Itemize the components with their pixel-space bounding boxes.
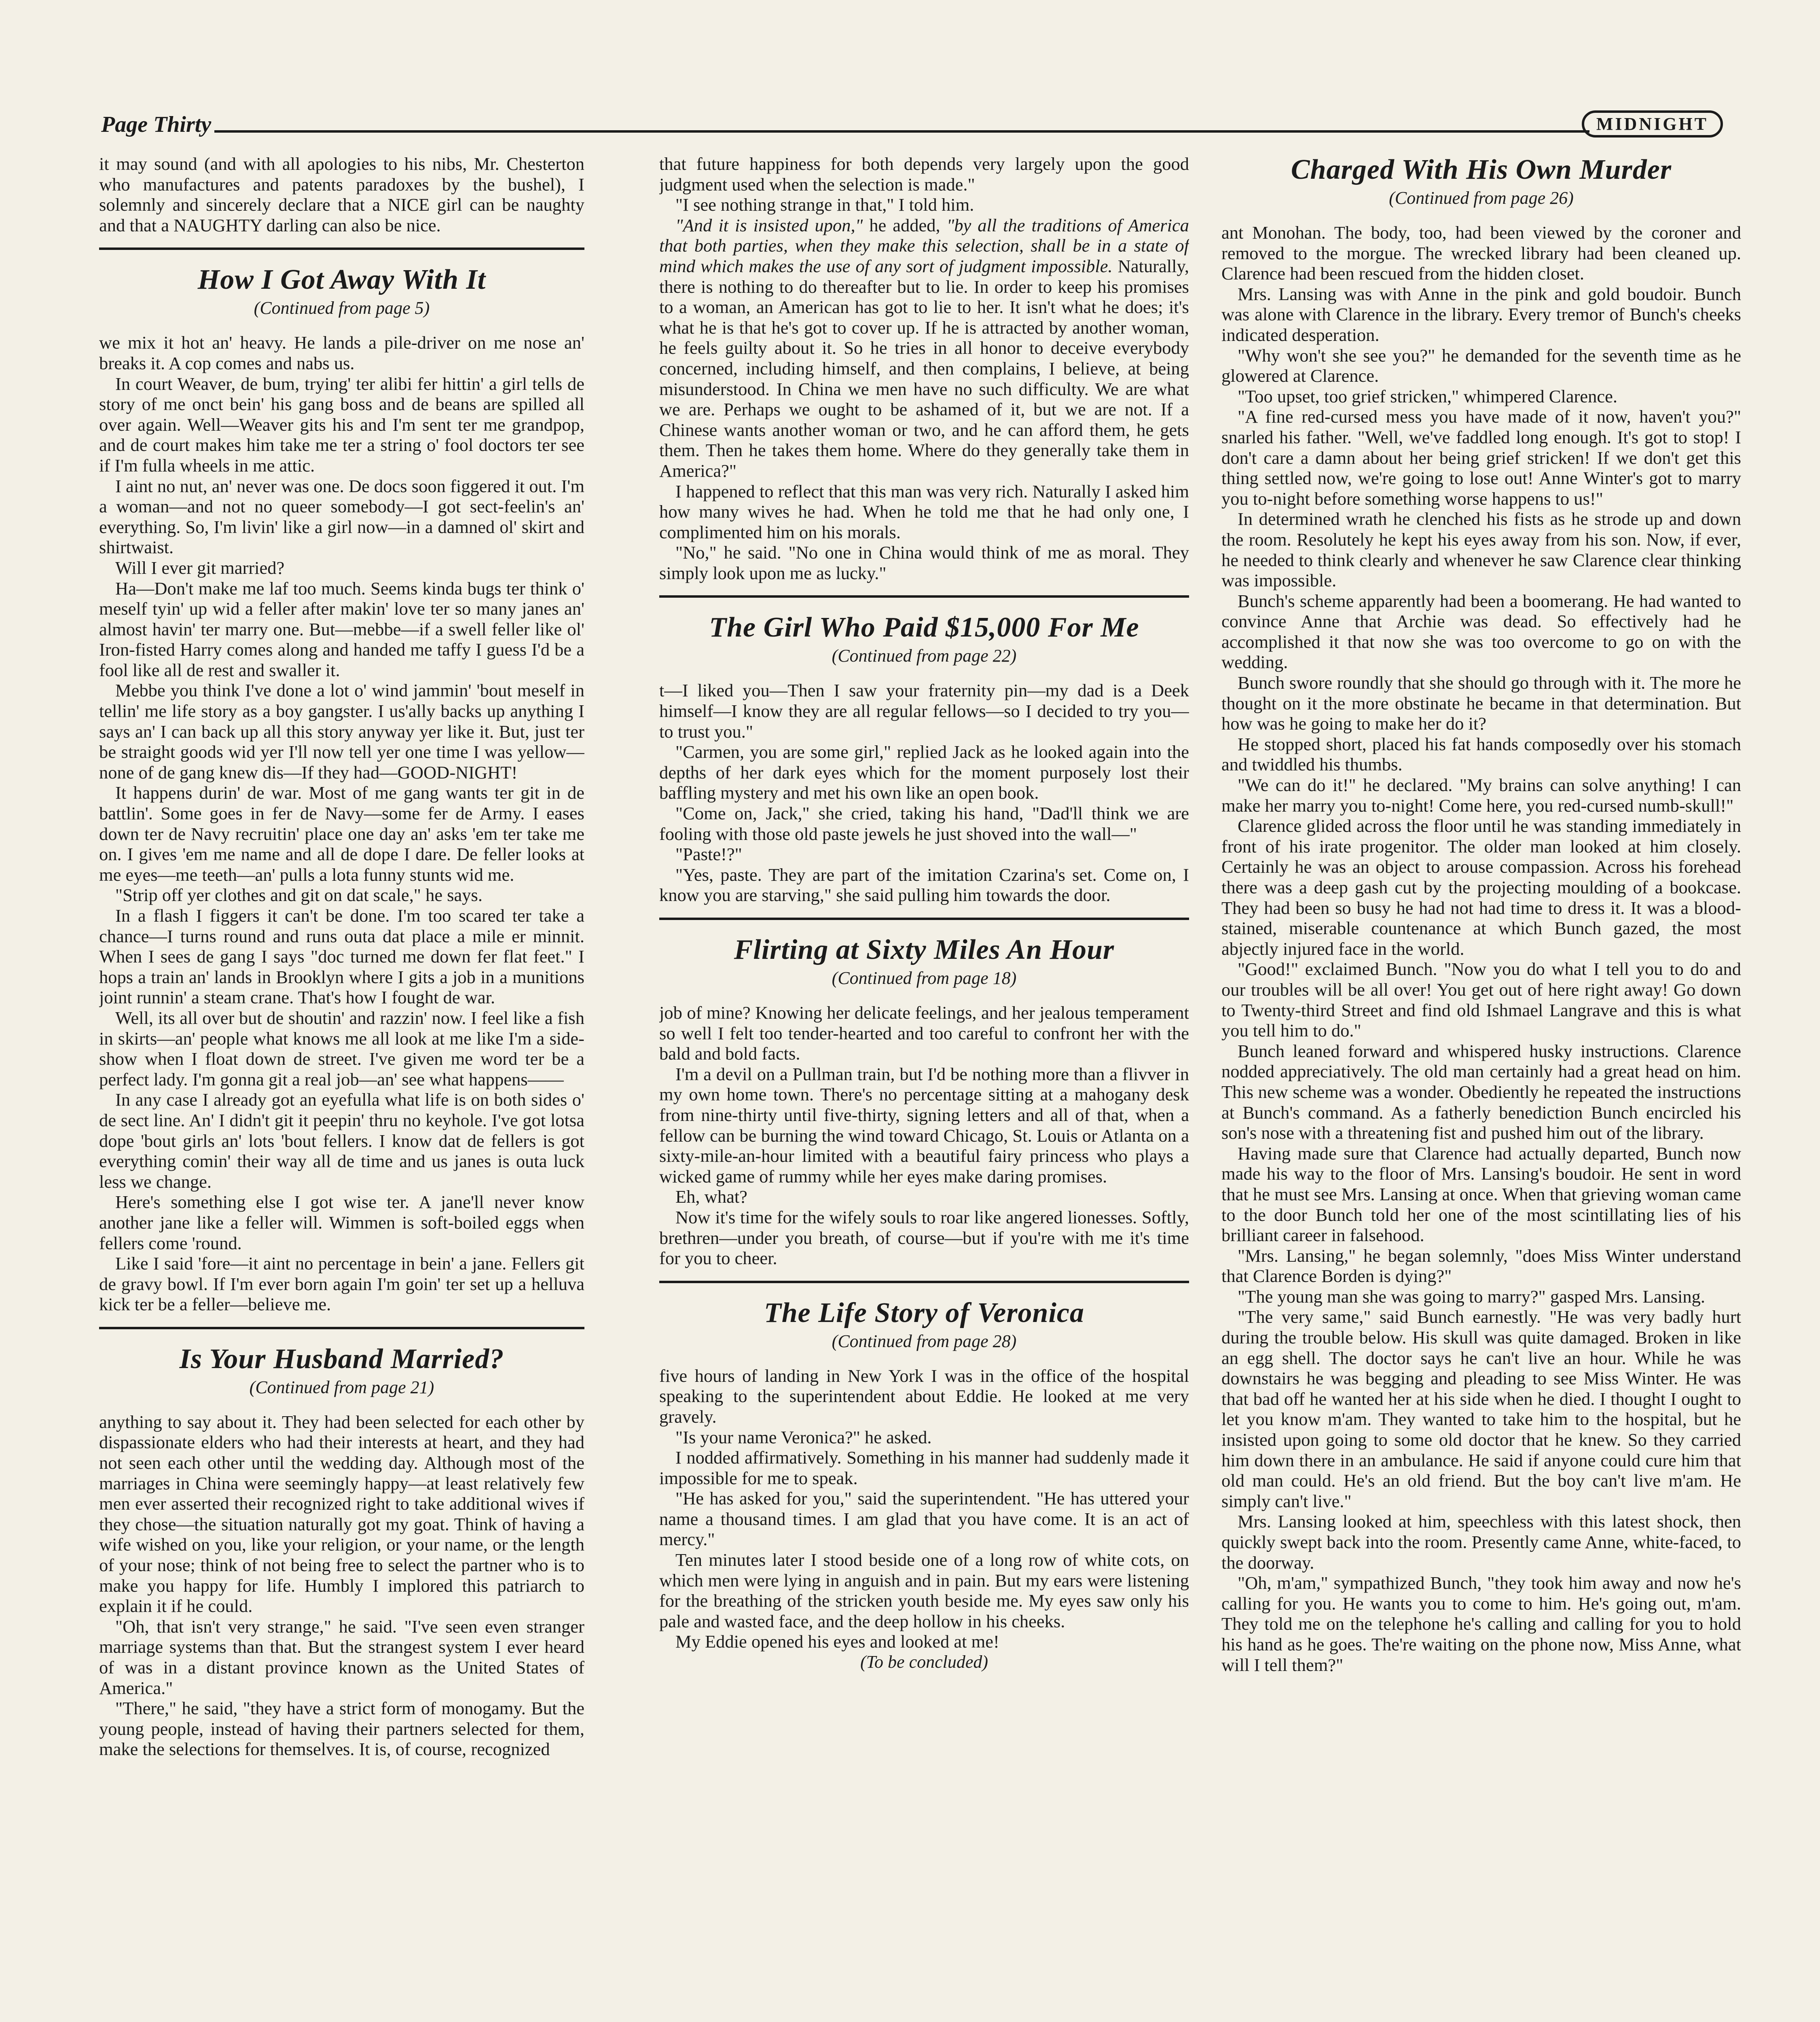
story-rule: [659, 595, 1189, 598]
header-rule: [214, 130, 1589, 133]
story-header-how-i-got-away: [99, 247, 584, 320]
story-paragraph: "Strip off yer clothes and git on dat scale," he says.: [115, 885, 483, 905]
continued-from: (Continued from page 5): [254, 298, 430, 318]
story-paragraph: "He has asked for you," said the superintendent. "He has uttered your name a thousand times. I am glad that you have come. It is an act of mercy.": [659, 1488, 1189, 1550]
story-paragraph: I happened to reflect that this man was very rich. Naturally I asked him how many wives he had. When he told me that he had only one, I complimented him on his morals.: [659, 481, 1189, 542]
story-paragraph: "Paste!?": [675, 844, 742, 865]
intro-paragraph: it may sound (and with all apologies to his nibs, Mr. Chesterton who manufactures and patents paradoxes by the bushel), I solemnly and sincerely declare that a NICE girl can be naughty and that a NAUGHTY darling can also be nice.: [99, 154, 584, 235]
story-header-husband-married: [99, 1327, 584, 1400]
story-paragraph: "The very same," said Bunch earnestly. "He was very badly hurt during the trouble below. His skull was quite damaged. Broken in like an egg shell. The doctor says he can't live an hour. While he was downstairs he was begging and pleading to see Miss Winter. He was that bad off he wanted her at his side when he died. I thought I ought to let you know m'am. They wanted to take him to the hospital, but he insisted upon going to some old doctor that he knew. So they carried him down there in an ambulance. He said if anyone could cure him that old man could. He's an old friend. But the boy can't live m'am. He simply can't live.": [1221, 1307, 1741, 1511]
story-paragraph: In any case I already got an eyefulla what life is on both sides o' de sect line. An' I didn't git it peepin' thru no keyhole. I've got lotsa dope 'bout girls an' lots 'bout fellers. I know dat de fellers is got everything comin' their way all de time and us janes is outa luck less we change.: [99, 1089, 584, 1192]
story-paragraph: In a flash I figgers it can't be done. I'm too scared ter take a chance—I turns round and runs outa dat place a mile er minnit. When I sees de gang I says "doc turned me down fer flat feet." I hops a train an' lands in Brooklyn where I gits a job in a munitions joint runnin' a steam crane. That's how I fought de war.: [99, 905, 584, 1008]
story-paragraph: Having made sure that Clarence had actually departed, Bunch now made his way to the floor of Mrs. Lansing's boudoir. He sent in word that he must see Mrs. Lansing at once. When that grieving woman came to the door Bunch told her one of the most scintillating lies of his brilliant career in falsehood.: [1221, 1143, 1741, 1246]
story-paragraph: "Too upset, too grief stricken," whimpered Clarence.: [1238, 386, 1617, 406]
story-paragraph: My Eddie opened his eyes and looked at me!: [675, 1631, 999, 1652]
page-number-label: Page Thirty: [101, 112, 212, 137]
story-paragraph: Mrs. Lansing looked at him, speechless with this latest shock, then quickly swept back into the room. Presently came Anne, white-faced, to the doorway.: [1221, 1511, 1741, 1573]
italic-quote: "And it is insisted upon,": [675, 215, 863, 235]
story-paragraph: "No," he said. "No one in China would think of me as moral. They simply look upon me as lucky.": [659, 542, 1189, 583]
story-paragraph: I nodded affirmatively. Something in his manner had suddenly made it impossible for me to speak.: [659, 1447, 1189, 1488]
story-paragraph: Mebbe you think I've done a lot o' wind jammin' 'bout meself in tellin' me life story as a boy gangster. I us'ally backs up anything I says an' I can back up all this story anyway yer like it. But, just ter be straight goods wid yer I'll now tell yer one time I was yellow—none of de gang knew dis—If they had—GOOD-NIGHT!: [99, 680, 584, 783]
story-paragraph-italic: [659, 215, 1189, 481]
masthead-logo: MIDNIGHT: [1582, 110, 1723, 137]
story-paragraph: In court Weaver, de bum, trying' ter alibi fer hittin' a girl tells de story of me onct bein' his gang boss and de beans are spilled all over again. Well—Weaver gits his and I'm sent ter me grandpop, and de court makes him take me ter a string o' fool doctors ter see if I'm fulla wheels in me attic.: [99, 373, 584, 476]
story-title: Charged With His Own Murder: [1291, 154, 1672, 185]
story-paragraph: "Yes, paste. They are part of the imitation Czarina's set. Come on, I know you are starving," she said pulling him towards the door.: [659, 864, 1189, 905]
story-title: Is Your Husband Married?: [179, 1343, 504, 1375]
story-paragraph: "Come on, Jack," she cried, taking his hand, "Dad'll think we are fooling with those old paste jewels he just shoved into the wall—": [659, 803, 1189, 844]
story-paragraph: Well, its all over but de shoutin' and razzin' now. I feel like a fish in skirts—an' people what knows me all look at me like I'm a side-show when I float down de street. I've given me word ter be a perfect lady. I'm gonna git a real job—an' see what happens——: [99, 1007, 584, 1089]
continued-from: (Continued from page 18): [832, 968, 1017, 988]
story-paragraph: ant Monohan. The body, too, had been viewed by the coroner and removed to the morgue. The wrecked library had been cleaned up. Clarence had been rescued from the hidden closet.: [1221, 222, 1741, 284]
story-paragraph: It happens durin' de war. Most of me gang wants ter git in de battlin'. Some goes in fer de Navy—some fer de Army. I eases down ter de Navy recruitin' place one day an' asks 'em ter take me on. I gives 'em me name and all de dope I dare. De feller looks at me eyes—me teeth—an' pulls a lota funny stunts wid me.: [99, 783, 584, 885]
continued-from: (Continued from page 26): [1389, 188, 1574, 208]
story-paragraph: t—I liked you—Then I saw your fraternity pin—my dad is a Deek himself—I know they are all regular fellows—so I decided to try you—to trust you.": [659, 680, 1189, 742]
story-paragraph: Ha—Don't make me laf too much. Seems kinda bugs ter think o' meself tyin' up wid a feller after makin' love ter so many janes an' almost havin' ter marry one. But—mebbe—if a swell feller like ol' Iron-fisted Harry comes along and handed me taffy I guess I'd be a fool like all de rest and swaller it.: [99, 578, 584, 680]
story-paragraph: Here's something else I got wise ter. A jane'll never know another jane like a feller will. Wimmen is soft-boiled eggs when fellers come 'round.: [99, 1192, 584, 1253]
story-paragraph: Eh, what?: [675, 1187, 747, 1207]
column-3: [1221, 154, 1741, 2022]
story-paragraph: Will I ever git married?: [115, 557, 285, 578]
story-paragraph: I aint no nut, an' never was one. De docs soon figgered it out. I'm a woman—and not no queer somebody—I got sect-feelin's an' everything. So, I'm livin' like a girl now—in a damned ol' skirt and shirtwaist.: [99, 476, 584, 558]
story-title: How I Got Away With It: [197, 264, 486, 296]
story-header-veronica: [659, 1281, 1189, 1354]
inline-text: he added,: [863, 215, 947, 235]
story-rule: [659, 1281, 1189, 1283]
story-paragraph: He stopped short, placed his fat hands composedly over his stomach and twiddled his thumbs.: [1221, 734, 1741, 775]
story-paragraph: "A fine red-cursed mess you have made of it now, haven't you?" snarled his father. "Well, we've faddled long enough. It's got to stop! I don't care a damn about her being grief stricken! If we don't get this thing settled now, we're going to lose out! Anne Winter's got to marry you to-night before something worse happens to us!": [1221, 406, 1741, 509]
story-rule: [659, 918, 1189, 920]
story-paragraph: Now it's time for the wifely souls to roar like angered lionesses. Softly, brethren—under you breath, of course—but if you're with me it's time for you to cheer.: [659, 1207, 1189, 1269]
story-title: The Girl Who Paid $15,000 For Me: [709, 612, 1139, 643]
inline-text: Naturally, there is nothing to do thereafter but to lie. In order to keep his promises to a woman, an American has got to lie to her. It isn't what he does; it's what he is that he's got to cover up. If he is attracted by another woman, he feels guilty about it. So he tries in all honor to deceive everybody concerned, including himself, and then complains, I believe, at being misunderstood. In China we men have no such difficulty. We are what we are. Perhaps we ought to be ashamed of it, but we are not. If a Chinese wants another woman or two, and he can afford them, he gets them. Then he takes them home. Where do they generally take them in America?": [659, 256, 1189, 481]
story-header-girl-who-paid: [659, 595, 1189, 668]
story-paragraph: "Carmen, you are some girl," replied Jack as he looked again into the depths of her dark eyes which for the moment purposely lost their baffling mystery and met his own like an open book.: [659, 742, 1189, 803]
to-be-concluded-note: (To be concluded): [860, 1652, 988, 1672]
story-paragraph: I'm a devil on a Pullman train, but I'd be nothing more than a flivver in my own home town. There's no percentage sitting at a mahogany desk from nine-thirty until five-thirty, signing letters and all of that, when a fellow can be burning the wind toward Chicago, St. Louis or Atlanta on a sixty-mile-an-hour limited with a beautiful fairy princess who plays a wicked game of rummy while her eyes make daring promises.: [659, 1064, 1189, 1187]
continued-from: (Continued from page 22): [832, 646, 1017, 666]
story-paragraph: "The young man she was going to marry?" gasped Mrs. Lansing.: [1238, 1286, 1706, 1307]
story-paragraph: "Mrs. Lansing," he began solemnly, "does Miss Winter understand that Clarence Borden is dying?": [1221, 1245, 1741, 1286]
story-paragraph: "I see nothing strange in that," I told him.: [675, 195, 974, 215]
story-paragraph: Mrs. Lansing was with Anne in the pink and gold boudoir. Bunch was alone with Clarence in the library. Every tremor of Bunch's cheeks indicated desperation.: [1221, 283, 1741, 345]
story-rule: [99, 247, 584, 250]
story-paragraph: In determined wrath he clenched his fists as he strode up and down the room. Resolutely he kept his eyes away from his son. Now, if ever, he needed to think clearly and whenever he saw Clarence clear thinking was impossible.: [1221, 509, 1741, 591]
continued-from: (Continued from page 28): [832, 1331, 1017, 1351]
story-rule: [99, 1327, 584, 1329]
story-paragraph: job of mine? Knowing her delicate feelings, and her jealous temperament so well I felt too tender-hearted and too careful to confront her with the bald and bold facts.: [659, 1003, 1189, 1064]
story-paragraph: Bunch leaned forward and whispered husky instructions. Clarence nodded appreciatively. The old man certainly had a great head on him. This new scheme was a wonder. Obediently he repeated the instructions at Bunch's command. As a fatherly benediction Bunch encircled his son's nose with a threatening fist and pushed him out of the library.: [1221, 1041, 1741, 1143]
story-paragraph: Clarence glided across the floor until he was standing immediately in front of his irate progenitor. The older man looked at him closely. Certainly he was an object to arouse compassion. Across his forehead there was a deep gash cut by the projecting moulding of a bookcase. They had been so busy he had not had time to dress it. It was a blood-stained, miserable countenance at which Bunch gazed, the most abjectly injured face in the world.: [1221, 816, 1741, 959]
story-paragraph: Bunch swore roundly that she should go through with it. The more he thought on it the more obstinate he became in that determination. But how was he going to make her do it?: [1221, 673, 1741, 734]
story-paragraph: Bunch's scheme apparently had been a boomerang. He had wanted to convince Anne that Archie was dead. So effectively had he accomplished it that now she was too overcome to go on with the wedding.: [1221, 590, 1741, 673]
italic-quote: "by all the traditions of America that both parties, when they make this selection, shall be in a state of mind which makes the use of any sort of judgment impossible.: [659, 215, 1189, 276]
story-paragraph: "Oh, m'am," sympathized Bunch, "they took him away and now he's calling for you. He wants you to come to him. He's going out, m'am. They told me on the telephone he's calling and calling for you to hold his hand as he goes. The're waiting on the phone now, Miss Anne, what will I tell them?": [1221, 1573, 1741, 1675]
story-header-charged-with-murder: [1221, 154, 1741, 210]
page-header: [101, 106, 1723, 137]
story-paragraph: "Good!" exclaimed Bunch. "Now you do what I tell you to do and our troubles will be all over! You get out of here right away! Go down to Twenty-third Street and find old Ishmael Langrave and this is what you tell him to do.": [1221, 959, 1741, 1041]
column-1: [99, 154, 584, 2022]
story-paragraph: anything to say about it. They had been selected for each other by dispassionate elders who had their interests at heart, and they had not seen each other until the wedding day. Although most of the marriages in China were seemingly happy—at least relatively few men ever asserted their recognized right to take additional wives if they chose—the situation naturally got my goat. Think of having a wife wished on you, like your religion, or your name, or the length of your nose; think of not being free to select the partner who is to make you happy for life. Humbly I implored this patriarch to explain it if he could.: [99, 1411, 584, 1616]
story-paragraph: we mix it hot an' heavy. He lands a pile-driver on me nose an' breaks it. A cop comes and nabs us.: [99, 332, 584, 373]
story-paragraph: five hours of landing in New York I was in the office of the hospital speaking to the superintendent about Eddie. He looked at me very gravely.: [659, 1365, 1189, 1427]
column-2: [659, 154, 1189, 2022]
story-paragraph: "There," he said, "they have a strict form of monogamy. But the young people, instead of having their partners selected for them, make the selections for themselves. It is, of course, recognized: [99, 1698, 584, 1760]
story-paragraph: Like I said 'fore—it aint no percentage in bein' a jane. Fellers git de gravy bowl. If I'm ever born again I'm goin' ter set up a helluva kick ter be a feller—believe me.: [99, 1253, 584, 1315]
story-paragraph: "We can do it!" he declared. "My brains can solve anything! I can make her marry you to-night! Come here, you red-cursed numb-skull!": [1221, 775, 1741, 816]
story-title: The Life Story of Veronica: [764, 1297, 1085, 1328]
story-paragraph: "Is your name Veronica?" he asked.: [675, 1427, 932, 1447]
story-paragraph: Ten minutes later I stood beside one of a long row of white cots, on which men were lying in anguish and in pain. But my ears were listening for the breathing of the stricken youth beside me. My eyes saw only his pale and wasted face, and the deep hollow in his cheeks.: [659, 1550, 1189, 1631]
story-paragraph: "Oh, that isn't very strange," he said. "I've seen even stranger marriage systems than that. But the strangest system I ever heard of was in a distant province known as the United States of America.": [99, 1616, 584, 1698]
continued-from: (Continued from page 21): [249, 1377, 434, 1397]
story-paragraph: "Why won't she see you?" he demanded for the seventh time as he glowered at Clarence.: [1221, 345, 1741, 386]
story-title: Flirting at Sixty Miles An Hour: [734, 934, 1115, 965]
story-paragraph: that future happiness for both depends very largely upon the good judgment used when the selection is made.": [659, 154, 1189, 195]
story-header-flirting: [659, 918, 1189, 990]
